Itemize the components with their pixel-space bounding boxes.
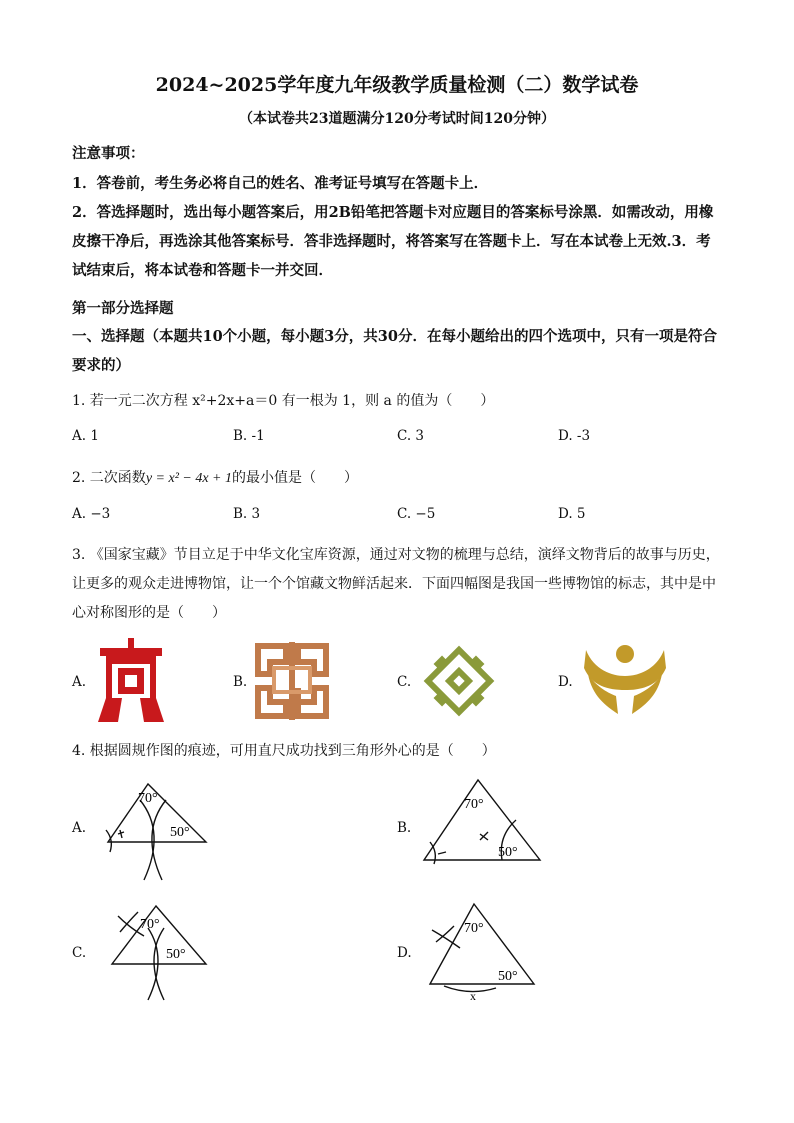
q4-option-b: B.: [397, 820, 412, 836]
question-1-stem: 1. 若一元二次方程 x²+2x+a＝0 有一根为 1，则 a 的值为（ ）: [72, 393, 495, 409]
q1-option-b: B. -1: [233, 428, 265, 444]
triangle-b-angle-right: 50°: [498, 845, 518, 860]
triangle-c-angle-top: 70°: [140, 917, 160, 932]
q2-option-d: D. 5: [558, 506, 586, 522]
museum-logo-b: [252, 640, 332, 722]
triangle-d-angle-top: 70°: [464, 921, 484, 936]
question-4-stem: 4. 根据圆规作图的痕迹，可用直尺成功找到三角形外心的是（ ）: [72, 743, 496, 759]
notes-heading: 注意事项：: [72, 145, 145, 162]
notes-item-2: 2．答选择题时，选出每小题答案后，用2B铅笔把答题卡对应题目的答案标号涂黑．如需改动，用橡皮擦干净后，再选涂其他答案标号．答非选择题时，将答案写在答题卡上．写在本试卷上无效.3．考试结束后，将本试卷和答题卡一并交回．: [72, 204, 714, 279]
q2-option-b: B. 3: [233, 506, 261, 522]
triangle-figure-b: [418, 776, 546, 866]
question-2-stem: [72, 467, 358, 487]
triangle-c-angle-right: 50°: [166, 947, 186, 962]
q3-option-c: C.: [397, 674, 412, 690]
triangle-figure-c: [100, 900, 212, 1006]
q2-option-a: A. −3: [72, 506, 111, 522]
exam-title: 2024~2025学年度九年级教学质量检测（二）数学试卷: [155, 74, 639, 96]
notes-item-1: 1．答卷前，考生务必将自己的姓名、准考证号填写在答题卡上．: [72, 175, 489, 192]
q2-stem-suffix: 的最小值是（ ）: [232, 470, 358, 486]
triangle-a-angle-right: 50°: [170, 825, 190, 840]
q1-option-d: D. -3: [558, 428, 591, 444]
q2-formula: y = x² − 4x + 1: [145, 471, 232, 486]
q4-option-d: D.: [397, 945, 412, 961]
triangle-figure-d: [424, 900, 540, 1006]
q4-option-c: C.: [72, 945, 87, 961]
triangle-d-angle-right: 50°: [498, 969, 518, 984]
section-heading: 一、选择题（本题共10个小题，每小题3分，共30分．在每小题给出的四个选项中，只有一项是符合要求的）: [72, 328, 717, 374]
q2-stem-prefix: 2. 二次函数: [72, 470, 146, 486]
triangle-a-angle-top: 70°: [138, 791, 158, 806]
q2-option-c: C. −5: [397, 506, 436, 522]
museum-logo-c: [418, 640, 500, 722]
q3-option-d: D.: [558, 674, 573, 690]
triangle-d-mark: x: [470, 989, 476, 1003]
question-3-stem: 3. 《国家宝藏》节目立足于中华文化宝库资源，通过对文物的梳理与总结，演绎文物背后的故事与历史，让更多的观众走进博物馆，让一个个馆藏文物鲜活起来．下面四幅图是我国一些博物馆的标志，其中是中心对称图形的是（ ）: [72, 547, 720, 621]
museum-logo-a: [92, 638, 170, 724]
triangle-figure-a: [100, 778, 215, 884]
exam-subtitle: （本试卷共23道题满分120分考试时间120分钟）: [239, 111, 555, 127]
triangle-b-angle-top: 70°: [464, 797, 484, 812]
part-heading: 第一部分选择题: [72, 300, 174, 317]
museum-logo-d: [582, 640, 668, 720]
q1-option-c: C. 3: [397, 428, 425, 444]
q1-option-a: A. 1: [72, 428, 99, 444]
q3-option-b: B.: [233, 674, 248, 690]
q4-option-a: A.: [72, 820, 87, 836]
q3-option-a: A.: [72, 674, 87, 690]
